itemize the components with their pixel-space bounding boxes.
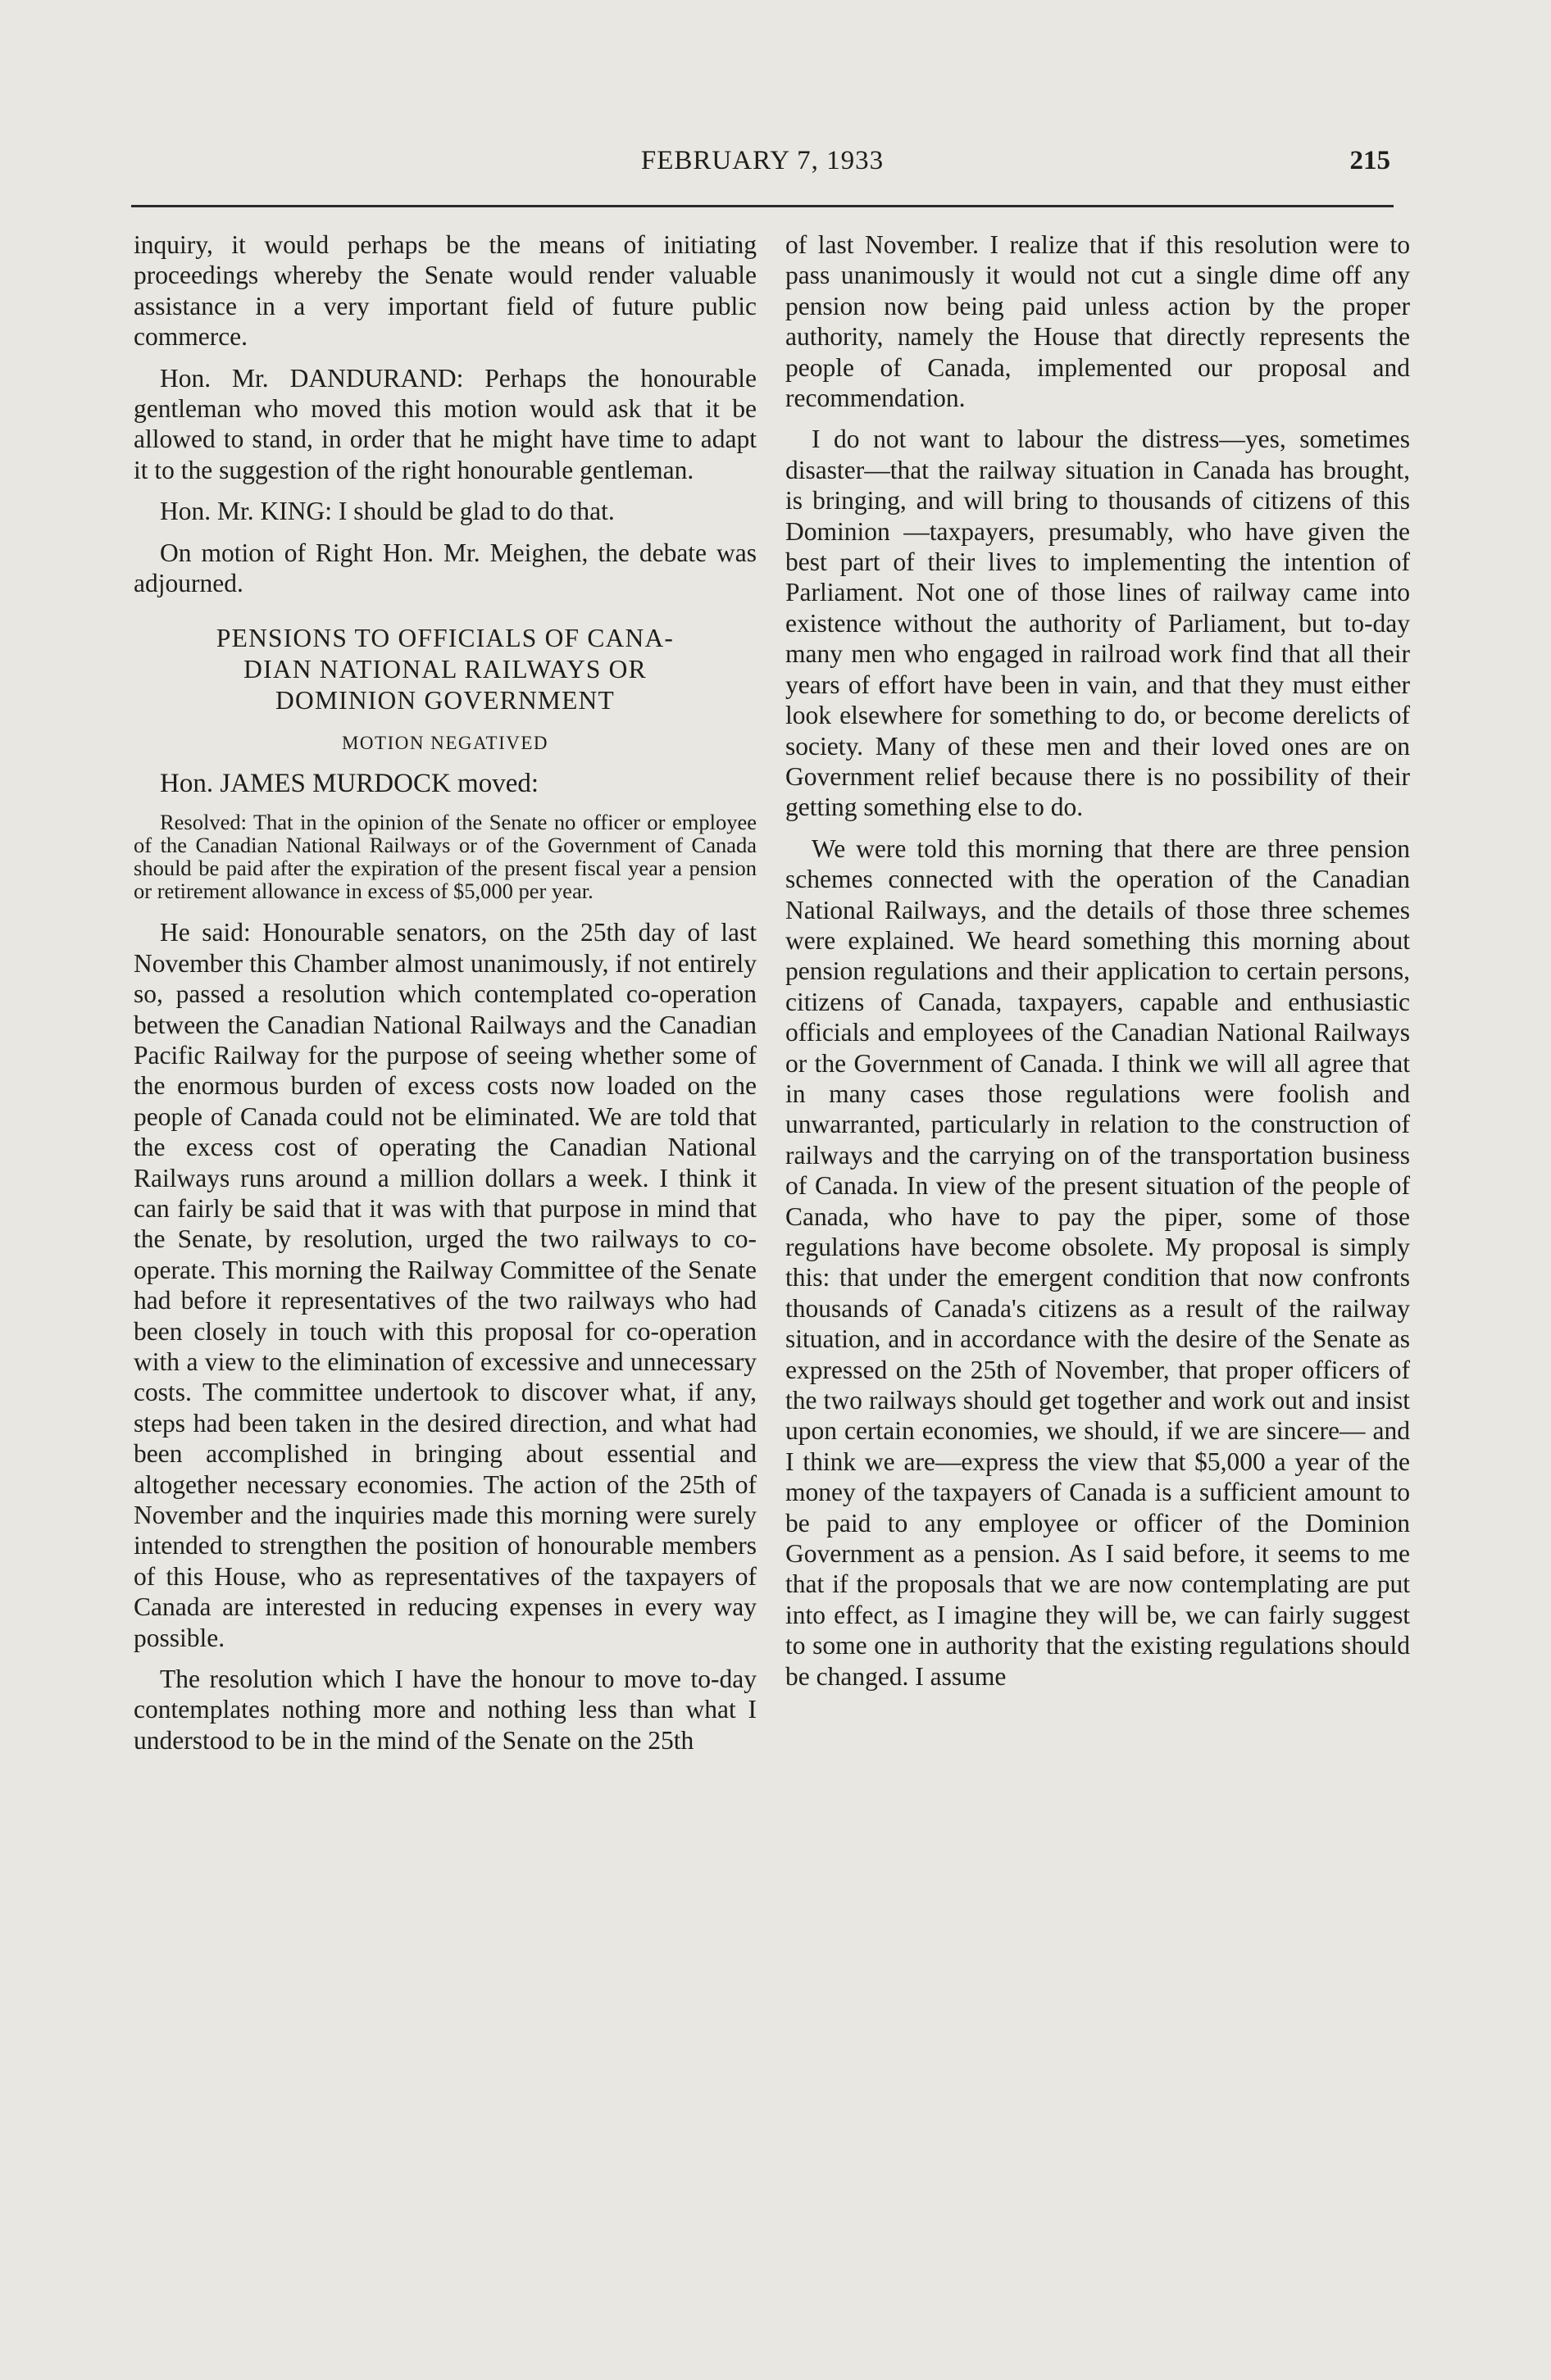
paragraph: We were told this morning that there are three pension schemes connected with the operation of the Canadian National Railways, and the details of those three schemes were explained. We heard something this morning about pension regulations and their application to certain persons, citizens of Canada, taxpayers, capable and enthusiastic officials and employees of the Canadian National Railways or the Government of Canada. I think we will all agree that in many cases those regulations were foolish and unwarranted, particularly in relation to the construction of railways and the carrying on of the transportation business of Canada. In view of the present situation of the people of Canada, who have to pay the piper, some of those regulations have become obsolete. My proposal is simply this: that under the emergent condition that now confronts thousands of Canada's citizens as a result of the railway situation, and in accordance with the desire of the Senate as expressed on the 25th of November, that proper officers of the two railways should get together and work out and insist upon certain economies, we should, if we are sincere— and I think we are—express the view that $5,000 a year of the money of the taxpayers of Canada is a sufficient amount to be paid to any employee or officer of the Dominion Government as a pension. As I said before, it seems to me that if the proposals that we are now contemplating are put into effect, as I imagine they will be, we can fairly suggest to some one in authority that the existing regulations should be changed. I assume — [785, 833, 1410, 1691]
section-heading-line: PENSIONS TO OFFICIALS OF CANA- — [216, 624, 675, 653]
paragraph: He said: Honourable senators, on the 25th day of last November this Chamber almost unanimously, if not entirely so, passed a resolution which contemplated co-operation between the Canadian National Railways and the Canadian Pacific Railway for the purpose of seeing whether some of the enormous burden of excess costs now loaded on the people of Canada could not be eliminated. We are told that the excess cost of operating the Canadian National Railways runs around a million dollars a week. I think it can fairly be said that it was with that purpose in mind that the Senate, by resolution, urged the two railways to co-operate. This morning the Railway Committee of the Senate had before it representatives of the two railways who had been closely in touch with this proposal for co-operation with a view to the elimination of excessive and unnecessary costs. The committee undertook to discover what, if any, steps had been taken in the desired direction, and what had been accomplished in bringing about essential and altogether necessary economies. The action of the 25th of November and the inquiries made this morning were surely intended to strengthen the position of honourable members of this House, who as representatives of the taxpayers of Canada are interested in reducing expenses in every way possible. — [134, 918, 757, 1652]
paragraph: inquiry, it would perhaps be the means of initiating proceedings whereby the Senate would render valuable assistance in a very important field of future public commerce. — [134, 230, 757, 352]
paragraph: I do not want to labour the distress—yes, sometimes disaster—that the railway situation in Canada has brought, is bringing, and will bring to thousands of citizens of this Dominion —taxpayers, presumably, who have given the best part of their lives to implementing the intention of Parliament. Not one of those lines of railway came into existence without the authority of Parliament, but to-day many men who engaged in railroad work find that all their years of effort have been in vain, and that they must either look elsewhere for something to do, or become derelicts of society. Many of these men and their loved ones are on Government relief because there is no possibility of their getting something else to do. — [785, 425, 1410, 822]
right-column — [785, 229, 1410, 1702]
resolution-text: Resolved: That in the opinion of the Senate no officer or employee of the Canadian National Railways or of the Government of Canada should be paid after the expiration of the present fiscal year a pension or retirement allowance in excess of $5,000 per year. — [134, 810, 757, 904]
section-heading-line: DIAN NATIONAL RAILWAYS OR — [243, 655, 647, 684]
header-date: FEBRUARY 7, 1933 — [640, 146, 885, 175]
paragraph: of last November. I realize that if this resolution were to pass unanimously it would not cut a single dime off any pension now being paid unless action by the proper authority, namely the House that directly represents the people of Canada, implemented our proposal and recommendation. — [785, 230, 1410, 413]
section-heading-line: DOMINION GOVERNMENT — [275, 686, 615, 715]
header-rule — [131, 205, 1394, 207]
paragraph: Hon. Mr. KING: I should be glad to do that. — [160, 497, 615, 526]
left-column — [134, 229, 757, 1766]
section-subheading: MOTION NEGATIVED — [341, 733, 549, 754]
section-heading — [134, 623, 757, 716]
motion-mover: Hon. JAMES MURDOCK moved: — [160, 768, 539, 798]
page-number: 215 — [1349, 146, 1390, 175]
paragraph: The resolution which I have the honour to move to-day contemplates nothing more and nothing less than what I understood to be in the mind of the Senate on the 25th — [134, 1665, 757, 1755]
paragraph: Hon. Mr. DANDURAND: Perhaps the honourable gentleman who moved this motion would ask that it be allowed to stand, in order that he might have time to adapt it to the suggestion of the right honourable gentleman. — [134, 363, 757, 484]
paragraph: On motion of Right Hon. Mr. Meighen, the debate was adjourned. — [134, 538, 757, 598]
page-header — [131, 146, 1394, 195]
